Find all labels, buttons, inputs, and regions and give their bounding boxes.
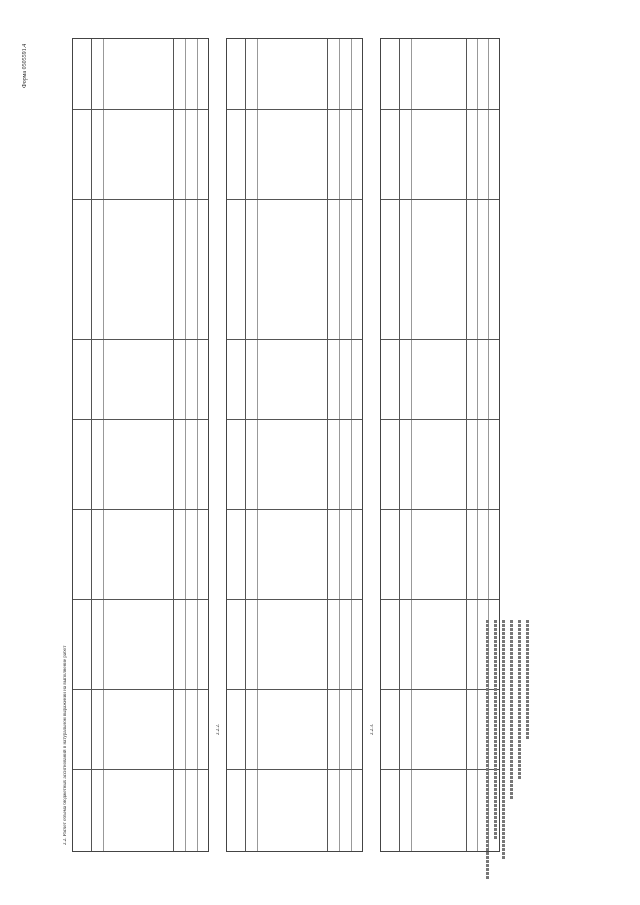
section-heading-2: 2.2.2. bbox=[216, 723, 221, 735]
section-heading-1: 2.2. Расчет объема бюджетных ассигнований в натуральном выражении на выполнение работ bbox=[63, 645, 68, 845]
section-heading-3: 2.2.3. bbox=[370, 723, 375, 735]
footnotes bbox=[478, 620, 628, 890]
table-2 bbox=[226, 38, 363, 852]
form-code: Форма 0505591.4 bbox=[22, 43, 28, 88]
table-1 bbox=[72, 38, 209, 852]
